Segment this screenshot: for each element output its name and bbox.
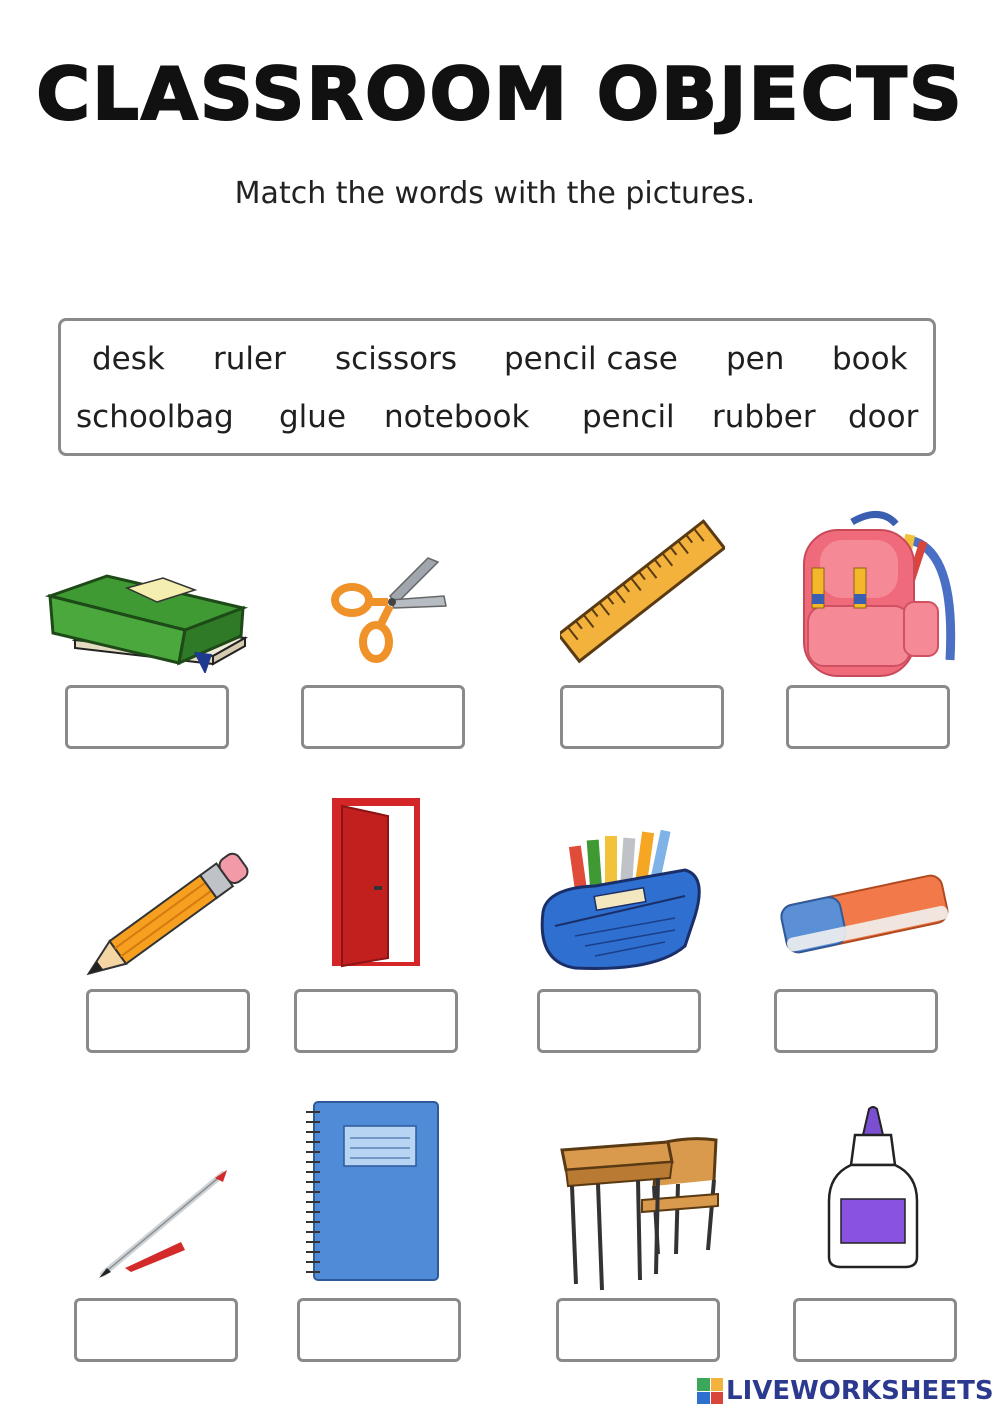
scissors-icon — [330, 552, 450, 664]
worksheet-title: CLASSROOM OBJECTS — [36, 52, 964, 136]
answer-box[interactable] — [65, 685, 229, 749]
word-bank-item: pen — [726, 341, 785, 377]
word-bank-item: ruler — [213, 341, 286, 377]
answer-box[interactable] — [786, 685, 950, 749]
word-bank-item: scissors — [335, 341, 457, 377]
answer-box[interactable] — [556, 1298, 720, 1362]
desk-icon — [558, 1134, 723, 1292]
answer-box[interactable] — [74, 1298, 238, 1362]
answer-box[interactable] — [537, 989, 701, 1053]
liveworksheets-logo — [697, 1376, 994, 1406]
instruction-text: Match the words with the pictures. — [234, 176, 756, 211]
word-bank-item: schoolbag — [76, 399, 234, 435]
pen-icon — [95, 1168, 230, 1280]
rubber-icon — [778, 866, 950, 958]
pencil-case-icon — [535, 826, 705, 976]
answer-box[interactable] — [297, 1298, 461, 1362]
word-bank-item: notebook — [384, 399, 530, 435]
ruler-icon — [560, 512, 725, 672]
word-bank-item: pencil case — [504, 341, 678, 377]
answer-box[interactable] — [301, 685, 465, 749]
pencil-icon — [78, 852, 258, 980]
answer-box[interactable] — [793, 1298, 957, 1362]
door-icon — [330, 796, 422, 968]
word-bank-item: book — [832, 341, 908, 377]
answer-box[interactable] — [86, 989, 250, 1053]
answer-box[interactable] — [774, 989, 938, 1053]
word-bank-item: pencil — [582, 399, 675, 435]
book-icon — [45, 568, 250, 673]
word-bank-item: glue — [279, 399, 347, 435]
glue-icon — [825, 1105, 921, 1270]
answer-box[interactable] — [560, 685, 724, 749]
word-bank — [58, 318, 936, 456]
brand-name: LIVEWORKSHEETS — [726, 1376, 994, 1406]
answer-box[interactable] — [294, 989, 458, 1053]
liveworksheets-mark-icon — [697, 1378, 723, 1404]
word-bank-item: door — [848, 399, 919, 435]
schoolbag-icon — [790, 510, 958, 680]
word-bank-item: desk — [92, 341, 165, 377]
notebook-icon — [300, 1098, 442, 1284]
word-bank-item: rubber — [712, 399, 816, 435]
